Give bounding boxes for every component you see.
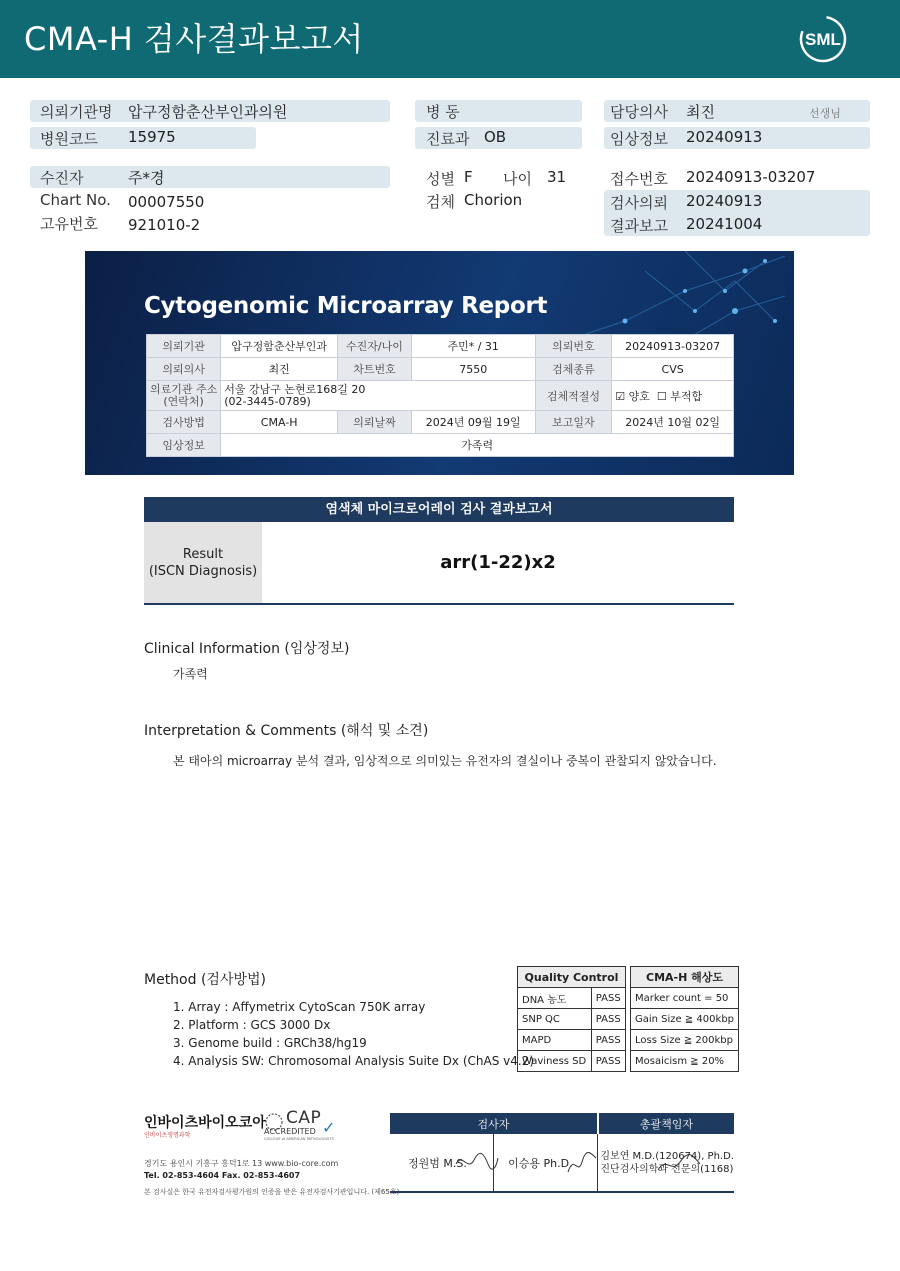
hospital-code-label: 병원코드 — [40, 130, 98, 148]
result-section-title: 염색체 마이크로어레이 검사 결과보고서 — [144, 497, 734, 522]
chart-value: 00007550 — [128, 193, 205, 211]
institution-value: 압구정함춘산부인과의원 — [128, 103, 288, 121]
examiner-2-cell — [494, 1134, 598, 1192]
banner-address-value — [221, 381, 535, 411]
checked-checkbox-icon: ☑ — [615, 389, 626, 403]
method-heading: Method (검사방법) — [144, 972, 266, 988]
qc-row-status: PASS — [591, 1030, 625, 1051]
banner-suitability-value — [612, 381, 734, 411]
suitability-bad-label: 부적합 — [670, 389, 703, 403]
clinical-heading: Clinical Information (임상정보) — [144, 641, 350, 657]
banner-method-value: CMA-H — [221, 411, 338, 434]
resolution-table — [630, 966, 739, 1072]
unique-no-label: 고유번호 — [40, 215, 98, 233]
qc-row-status: PASS — [591, 1051, 625, 1072]
receipt-label: 접수번호 — [610, 170, 668, 188]
director-line-1: 김보연 M.D.(120674), Ph.D. — [600, 1150, 734, 1162]
qc-title: Quality Control — [518, 967, 626, 988]
banner-address-header — [147, 381, 221, 411]
method-item-4: 4. Analysis SW: Chromosomal Analysis Suite Dx (ChAS v4.2) — [173, 1054, 535, 1068]
examiner-2-name: 이승용 Ph.D. — [508, 1156, 573, 1170]
result-label-line1: Result — [182, 547, 224, 562]
banner-spec-value: CVS — [612, 358, 734, 381]
cap-accredited-logo — [264, 1110, 344, 1146]
banner-address-header-line2: (연락처) — [163, 394, 204, 408]
banner-clinical-header: 임상정보 — [147, 434, 221, 457]
resolution-row: Loss Size ≧ 200kbp — [631, 1030, 739, 1051]
company-name: 인바이츠바이오코아 — [144, 1115, 266, 1131]
qc-row-name: DNA 농도 — [518, 988, 592, 1009]
banner-info-table — [146, 334, 734, 457]
banner-repdate-header: 보고일자 — [535, 411, 612, 434]
institution-label: 의뢰기관명 — [40, 103, 113, 121]
patient-value: 주*경 — [128, 169, 165, 187]
suitability-good-label: 양호 — [628, 389, 650, 403]
quality-control-table — [517, 966, 626, 1072]
banner-reqno-value: 20240913-03207 — [612, 335, 734, 358]
banner-patient-value: 주민* / 31 — [411, 335, 535, 358]
method-item-3: 3. Genome build : GRCh38/hg19 — [173, 1036, 367, 1050]
sex-label: 성별 — [426, 170, 455, 188]
banner-spec-header: 검체종류 — [535, 358, 612, 381]
banner-patient-header: 수진자/나이 — [338, 335, 412, 358]
company-address: 경기도 용인시 기흥구 흥덕1로 13 www.bio-core.com — [144, 1159, 339, 1168]
banner-repdate-value: 2024년 10월 02일 — [612, 411, 734, 434]
age-label: 나이 — [503, 170, 532, 188]
doctor-suffix: 선생님 — [809, 107, 841, 120]
banner-address-line2: (02-3445-0789) — [224, 394, 311, 408]
department-label: 진료과 — [426, 130, 470, 148]
result-label-line2: (ISCN Diagnosis) — [148, 564, 258, 579]
qc-row-status: PASS — [591, 988, 625, 1009]
interpretation-text: 본 태아의 microarray 분석 결과, 임상적으로 의미있는 유전자의 결실이나 중복이 관찰되지 않았습니다. — [173, 754, 717, 768]
sml-logo — [796, 14, 850, 64]
resolution-row: Marker count = 50 — [631, 988, 739, 1009]
report-value: 20241004 — [686, 215, 763, 233]
banner-clinical-value: 가족력 — [221, 434, 734, 457]
clinical-info-label: 임상정보 — [610, 130, 668, 148]
director-signature — [654, 1150, 704, 1178]
result-label — [144, 522, 262, 603]
request-label: 검사의뢰 — [610, 194, 668, 212]
cap-accredited-text: ACCREDITED — [264, 1127, 316, 1136]
method-item-2: 2. Platform : GCS 3000 Dx — [173, 1018, 331, 1032]
banner-chart-value: 7550 — [411, 358, 535, 381]
patient-row-bg — [30, 166, 390, 188]
ward-label: 병 동 — [426, 103, 460, 121]
qc-row-name: Waviness SD — [518, 1051, 592, 1072]
method-item-1: 1. Array : Affymetrix CytoScan 750K array — [173, 1000, 426, 1014]
sex-value: F — [464, 168, 473, 186]
banner-reqno-header: 의뢰번호 — [535, 335, 612, 358]
clinical-text: 가족력 — [173, 667, 208, 681]
banner-address-header-line1: 의료기관 주소 — [150, 382, 218, 396]
request-value: 20240913 — [686, 192, 763, 210]
director-line-2: 진단검사의학과 전문의(1168) — [600, 1163, 734, 1175]
clinical-info-value: 20240913 — [686, 128, 763, 146]
banner-chart-header: 차트번호 — [338, 358, 412, 381]
banner-method-header: 검사방법 — [147, 411, 221, 434]
unchecked-checkbox-icon: ☐ — [656, 389, 667, 403]
result-box — [144, 522, 734, 605]
unique-no-value: 921010-2 — [128, 216, 201, 234]
banner-title: Cytogenomic Microarray Report — [144, 293, 548, 319]
specimen-value: Chorion — [464, 191, 523, 209]
examiner-header: 검사자 — [390, 1113, 598, 1134]
report-label: 결과보고 — [610, 217, 668, 235]
signature-table — [390, 1113, 734, 1193]
page-title: CMA-H 검사결과보고서 — [24, 20, 364, 58]
chart-label: Chart No. — [40, 191, 111, 209]
iscn-diagnosis-value: arr(1-22)x2 — [440, 552, 556, 573]
banner-suitability-header: 검체적절성 — [535, 381, 612, 411]
company-phone: Tel. 02-853-4604 Fax. 02-853-4607 — [144, 1171, 301, 1180]
cap-small-text: COLLEGE of AMERICAN PATHOLOGISTS — [264, 1137, 334, 1141]
svg-text:SML: SML — [805, 30, 841, 49]
certification-notice: 본 검사실은 한국 유전자검사평가원의 인증을 받은 유전자검사기관입니다. (제65호) — [144, 1188, 400, 1196]
specimen-label: 검체 — [426, 193, 455, 211]
examiner-1-name: 정원범 M.S. — [408, 1156, 467, 1170]
director-header: 총괄책임자 — [598, 1113, 734, 1134]
interpretation-heading: Interpretation & Comments (해석 및 소견) — [144, 723, 429, 739]
report-banner — [85, 251, 794, 475]
resolution-title: CMA-H 해상도 — [631, 967, 739, 988]
resolution-row: Mosaicism ≧ 20% — [631, 1051, 739, 1072]
resolution-row: Gain Size ≧ 400kbp — [631, 1009, 739, 1030]
director-cell — [598, 1134, 734, 1192]
banner-inst-value: 압구정함춘산부인과 — [221, 335, 338, 358]
banner-address-line1: 서울 강남구 논현로168길 20 — [224, 382, 366, 396]
banner-doctor-header: 의뢰의사 — [147, 358, 221, 381]
banner-reqdate-header: 의뢰날짜 — [338, 411, 412, 434]
doctor-value: 최진 — [686, 103, 715, 121]
cap-title: CAP — [286, 1108, 322, 1128]
doctor-label: 담당의사 — [610, 103, 668, 121]
receipt-value: 20240913-03207 — [686, 168, 816, 186]
examiner-1-cell — [390, 1134, 494, 1192]
qc-row-name: SNP QC — [518, 1009, 592, 1030]
company-subname: 인바이츠생명과학 — [144, 1132, 191, 1139]
age-value: 31 — [547, 168, 567, 186]
checkmark-icon: ✓ — [322, 1118, 336, 1137]
department-value: OB — [484, 128, 507, 146]
qc-row-status: PASS — [591, 1009, 625, 1030]
patient-label: 수진자 — [40, 169, 84, 187]
banner-inst-header: 의뢰기관 — [147, 335, 221, 358]
hospital-code-value: 15975 — [128, 128, 176, 146]
banner-doctor-value: 최진 — [221, 358, 338, 381]
banner-reqdate-value: 2024년 09월 19일 — [411, 411, 535, 434]
examiner-2-signature — [564, 1150, 600, 1178]
qc-row-name: MAPD — [518, 1030, 592, 1051]
